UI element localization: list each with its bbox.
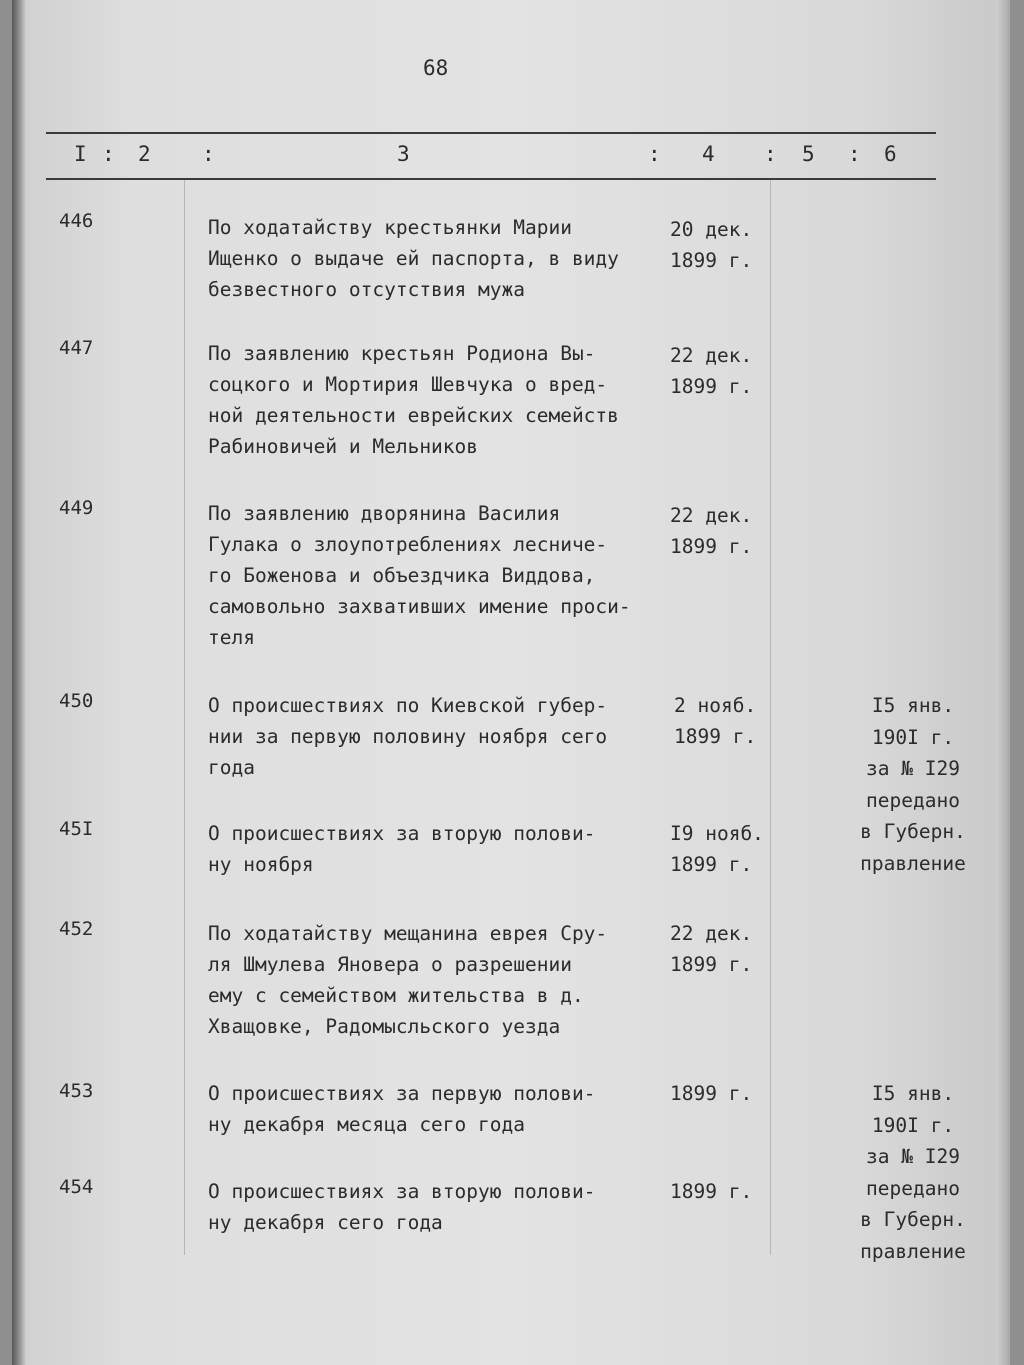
note-line: передано [866, 1176, 960, 1200]
document-page [12, 0, 1010, 1365]
text-line: По заявлению дворянина Василия [208, 502, 561, 525]
column-separator: : [102, 142, 115, 166]
entry-description [208, 918, 678, 1042]
text-line: ной деятельности еврейских семейств [208, 404, 619, 427]
note-line: за № I29 [866, 1145, 960, 1168]
date-line: 1899 г. [674, 725, 757, 748]
entry-number: 452 [59, 918, 94, 940]
column-separator: : [764, 142, 777, 166]
note-line: в Губерн. [860, 820, 966, 843]
note-line: 190I г. [871, 725, 955, 749]
page-number: 68 [423, 56, 449, 80]
entry-description [208, 338, 678, 462]
column-divider [184, 180, 185, 1255]
note-line: передано [866, 788, 960, 812]
column-separator: : [848, 142, 861, 166]
entry-number: 45I [59, 818, 94, 840]
entry-date [670, 918, 752, 980]
entry-description [208, 1176, 678, 1238]
column-separator: : [648, 142, 661, 166]
entry-description [208, 498, 678, 653]
text-line: По заявлению крестьян Родиона Вы- [208, 342, 596, 365]
entry-description [208, 212, 678, 305]
column-header-4: 4 [702, 142, 715, 166]
text-line: По ходатайству крестьянки Марии [208, 216, 572, 239]
note-line: I5 янв. [871, 1082, 955, 1105]
date-line: 2 нояб. [674, 694, 757, 717]
entry-description [208, 1078, 678, 1140]
entry-date [670, 340, 752, 402]
entry-date [670, 500, 752, 562]
column-divider [770, 180, 771, 1255]
note-line: правление [860, 851, 966, 875]
entry-date [674, 690, 756, 752]
text-line: Рабиновичей и Мельников [208, 435, 479, 458]
header-top-rule [46, 132, 936, 134]
page-right-edge [996, 0, 1010, 1365]
date-line: I9 нояб. [670, 822, 764, 845]
date-line: 22 дек. [670, 922, 753, 945]
text-line: ему с семейством жительства в д. [208, 984, 584, 1007]
column-header-2: 2 [138, 142, 151, 166]
column-header-3: 3 [397, 142, 410, 166]
text-line: О происшествиях за вторую полови- [208, 822, 596, 845]
text-line: О происшествиях по Киевской губер- [208, 694, 608, 717]
text-line: Хващовке, Радомысльского уезда [208, 1015, 561, 1038]
transfer-note [848, 1078, 978, 1267]
date-line: 22 дек. [670, 344, 753, 367]
text-line: Гулака о злоупотреблениях лесниче- [208, 533, 608, 556]
note-line: за № I29 [866, 757, 960, 780]
entry-number: 447 [59, 337, 94, 359]
text-line: О происшествиях за первую полови- [208, 1082, 596, 1105]
date-line: 1899 г. [670, 375, 753, 398]
column-separator: : [202, 142, 215, 166]
date-line: 1899 г. [670, 853, 753, 876]
text-line: Ищенко о выдаче ей паспорта, в виду [208, 247, 619, 270]
entry-number: 449 [59, 497, 94, 519]
date-line: 1899 г. [670, 1180, 753, 1203]
entry-date [670, 1176, 752, 1207]
note-line: 190I г. [871, 1113, 955, 1137]
text-line: ну декабря месяца сего года [208, 1113, 525, 1136]
text-line: соцкого и Мортирия Шевчука о вред- [208, 373, 608, 396]
entry-date [670, 214, 752, 276]
date-line: 1899 г. [670, 1082, 753, 1105]
text-line: самовольно захвативших имение проси- [208, 595, 631, 618]
date-line: 1899 г. [670, 953, 753, 976]
entry-number: 450 [59, 690, 94, 712]
date-line: 1899 г. [670, 535, 753, 558]
text-line: О происшествиях за вторую полови- [208, 1180, 596, 1203]
text-line: теля [208, 626, 255, 649]
text-line: нии за первую половину ноября сего [208, 725, 608, 748]
text-line: безвестного отсутствия мужа [208, 278, 525, 301]
entry-description [208, 818, 678, 880]
column-header-5: 5 [802, 142, 815, 166]
text-line: ну ноября [208, 853, 314, 876]
text-line: ля Шмулева Яновера о разрешении [208, 953, 572, 976]
text-line: года [208, 756, 255, 779]
column-header-6: 6 [884, 142, 897, 166]
note-line: I5 янв. [871, 694, 955, 717]
date-line: 1899 г. [670, 249, 753, 272]
text-line: По ходатайству мещанина еврея Сру- [208, 922, 608, 945]
entry-number: 454 [59, 1176, 94, 1198]
text-line: ну декабря сего года [208, 1211, 443, 1234]
text-line: го Боженова и объездчика Виддова, [208, 564, 596, 587]
page-left-edge [12, 0, 26, 1365]
transfer-note [848, 690, 978, 879]
column-header-1: I [74, 142, 87, 166]
date-line: 20 дек. [670, 218, 753, 241]
note-line: в Губерн. [860, 1208, 966, 1231]
header-bottom-rule [46, 178, 936, 180]
entry-number: 446 [59, 210, 94, 232]
entry-number: 453 [59, 1080, 94, 1102]
note-line: правление [860, 1239, 966, 1263]
entry-description [208, 690, 678, 783]
entry-date [670, 818, 764, 880]
entry-date [670, 1078, 752, 1109]
date-line: 22 дек. [670, 504, 753, 527]
